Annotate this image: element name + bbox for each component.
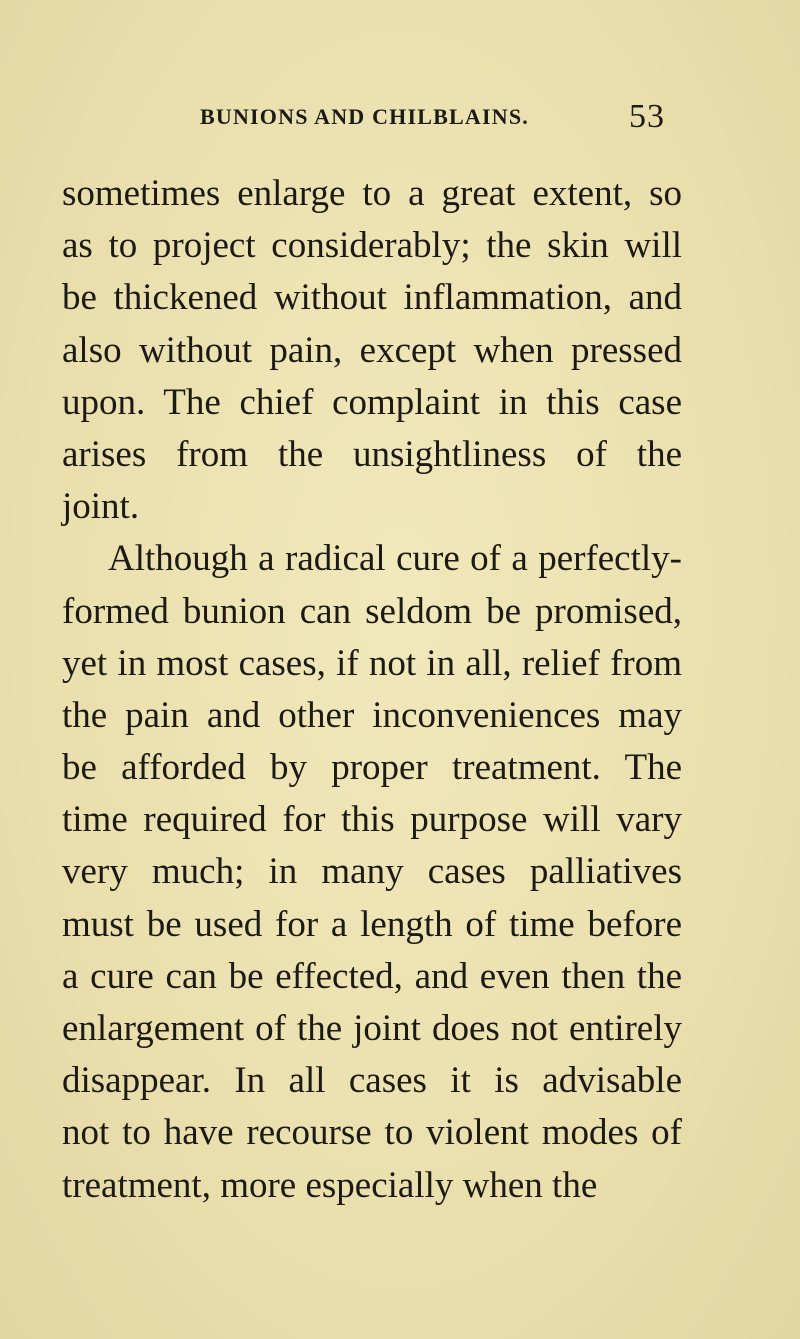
text-line: a cure can be effected, and even then the [62, 955, 682, 997]
text-line: arises from the unsightliness of the [62, 433, 682, 475]
text-line: sometimes enlarge to a great extent, so [62, 173, 682, 214]
text-line: not to have recourse to violent modes of [62, 1112, 682, 1154]
running-head [200, 98, 665, 138]
text-line: be afforded by proper treatment. The [62, 747, 682, 789]
text-line: treatment, more especially when the [62, 1164, 598, 1206]
text-line: very much; in many cases palliatives [62, 851, 682, 893]
text-line: yet in most cases, if not in all, relief from [62, 642, 682, 684]
page-number: 53 [629, 98, 665, 135]
running-title: BUNIONS AND CHILBLAINS. [200, 104, 529, 129]
text-line: the pain and other inconveniences may [62, 694, 682, 736]
paragraph-first-line: Although a radical cure of a perfectly- [108, 538, 682, 580]
text-line: be thickened without inflammation, and [62, 277, 682, 319]
text-line: time required for this purpose will vary [62, 799, 682, 841]
text-line: joint. [62, 486, 140, 528]
text-line: formed bunion can seldom be promised, [62, 590, 682, 632]
text-line: as to project considerably; the skin will [62, 225, 682, 267]
text-line: also without pain, except when pressed [62, 329, 682, 371]
text-line: upon. The chief complaint in this case [62, 381, 682, 423]
text-line: enlargement of the joint does not entirely [62, 1008, 682, 1049]
body-text [62, 168, 682, 1212]
text-line: disappear. In all cases it is advisable [62, 1060, 682, 1102]
text-line: must be used for a length of time before [62, 903, 682, 945]
